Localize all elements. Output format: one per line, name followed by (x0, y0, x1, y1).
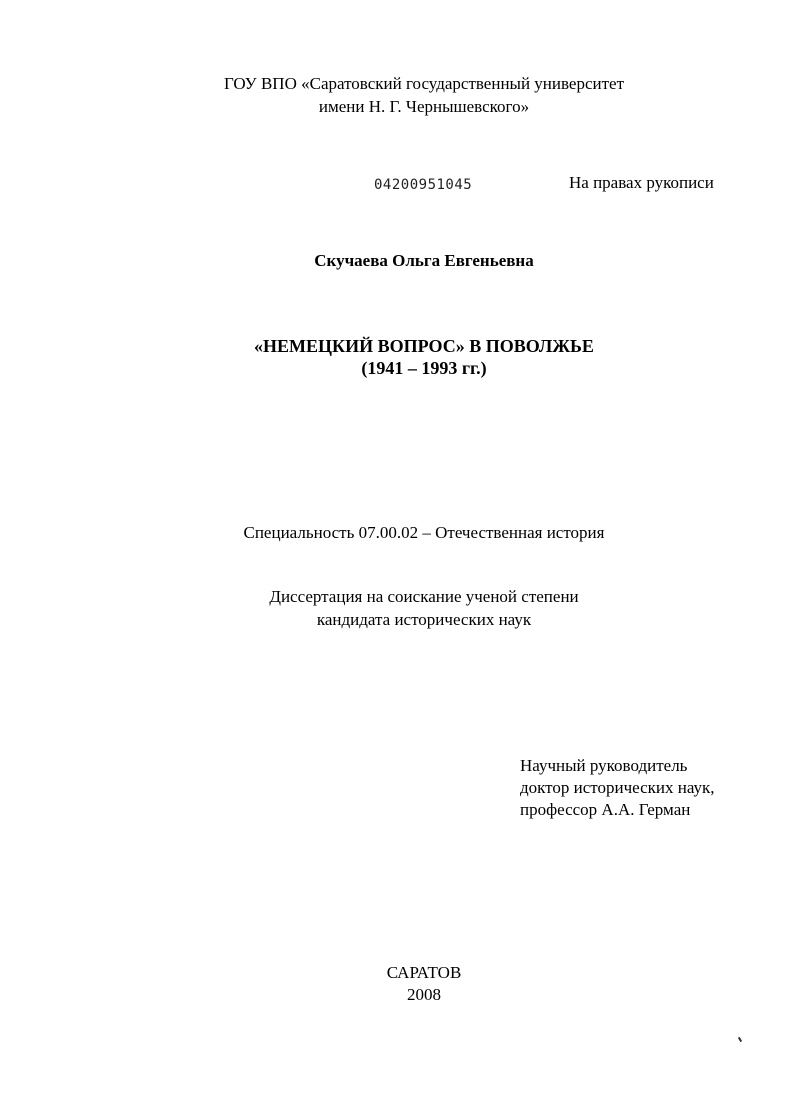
author-name: Скучаева Ольга Евгеньевна (314, 251, 534, 270)
dissertation-degree-line-1: Диссертация на соискание ученой степени (269, 587, 579, 606)
supervisor-degree: доктор исторических наук, (520, 778, 715, 797)
institution-line-1: ГОУ ВПО «Саратовский государственный университет (223, 74, 625, 93)
specialty-line: Специальность 07.00.02 – Отечественная история (243, 523, 605, 542)
footer-year: 2008 (407, 985, 441, 1004)
dissertation-degree-line-2: кандидата исторических наук (316, 610, 532, 629)
dissertation-title-line-2: (1941 – 1993 гг.) (361, 358, 487, 378)
supervisor-name: профессор А.А. Герман (520, 800, 691, 819)
registration-number-stamp: 04200951045 (374, 177, 473, 193)
scan-speck (738, 1037, 742, 1042)
supervisor-label: Научный руководитель (520, 756, 688, 775)
footer-city: САРАТОВ (386, 963, 462, 982)
dissertation-title-line-1: «НЕМЕЦКИЙ ВОПРОС» В ПОВОЛЖЬЕ (254, 336, 594, 356)
manuscript-rights-label: На правах рукописи (569, 173, 714, 192)
institution-line-2: имени Н. Г. Чернышевского» (318, 97, 530, 116)
